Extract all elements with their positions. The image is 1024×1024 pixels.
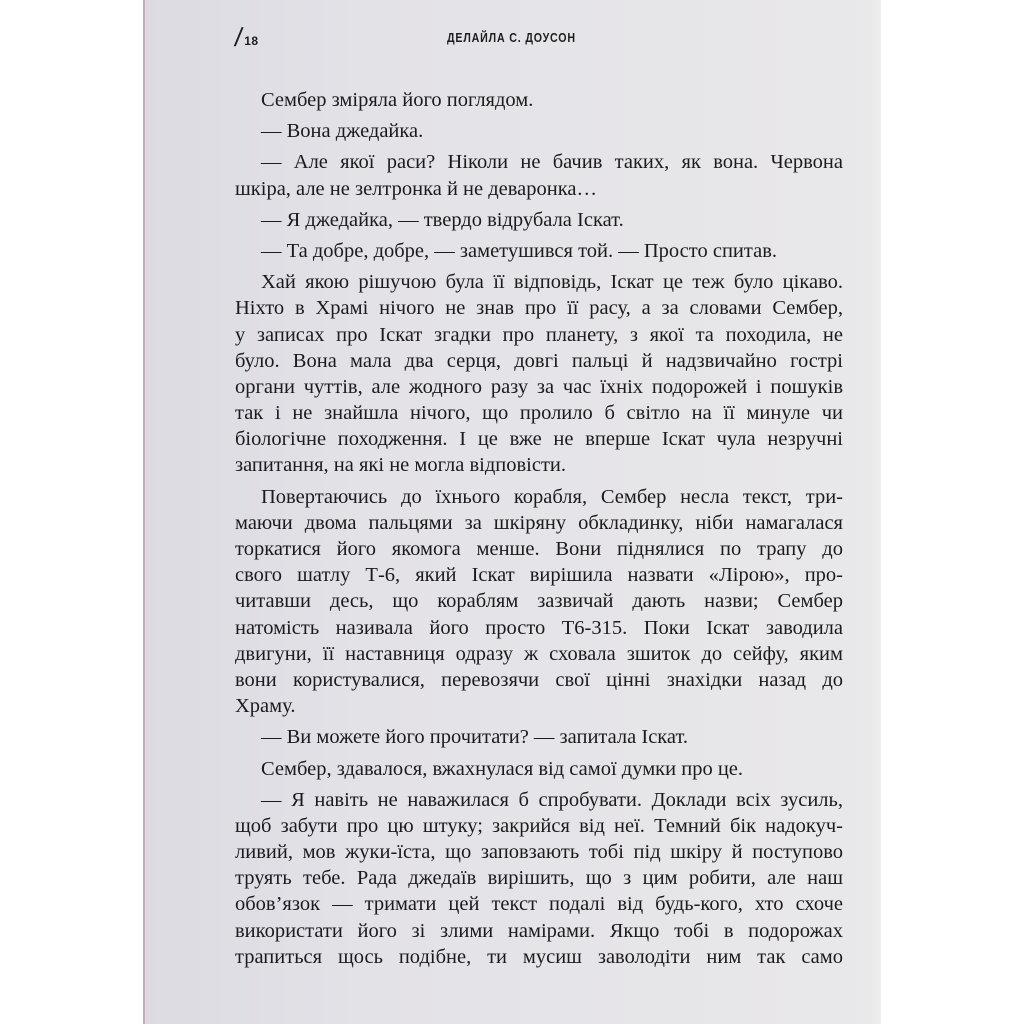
text-line: було. Вона мала два серця, довгі пальці й надзвичайно гострі	[235, 349, 843, 372]
text-line: біологічне походження. І це вже не вперше Іскат чула незручні	[235, 428, 843, 451]
running-head-author: ДЕЛАЙЛА С. ДОУСОН	[447, 30, 576, 45]
text-line: — Я джедайка, — твердо відрубала Іскат.	[261, 208, 624, 231]
text-line: маючи двома пальцями за шкіряну обкладинку, ніби намагалася	[235, 511, 843, 534]
folio-slash: /	[232, 22, 245, 52]
text-line: читавши десь, що кораблям зазвичай дають назви; Сембер	[235, 590, 843, 613]
page-header	[232, 22, 881, 54]
text-line: ливий, мов жуки-їста, що заповзають тобі під шкіру й поступово	[235, 841, 843, 864]
text-line: обов’язок — тримати цей текст подалі від будь-кого, хто схоче	[235, 893, 843, 916]
text-line: — Але якої раси? Ніколи не бачив таких, як вона. Червона	[261, 151, 843, 174]
text-line: Храму.	[235, 695, 296, 718]
text-line: Сембер, здавалося, вжахнулася від самої думки про це.	[261, 757, 744, 780]
text-line: трапиться щось подібне, ти мусиш заволодіти ним так само	[235, 945, 843, 968]
text-line: щоб забути про цю штуку; закрийся від неї. Темний бік надокуч-	[235, 814, 843, 837]
text-line: органи чуттів, але жодного разу за час їхніх подорожей і пошуків	[235, 375, 843, 398]
text-line: у записах про Іскат згадки про планету, з якої та походила, не	[235, 323, 843, 346]
book-page	[143, 0, 881, 1024]
page-number: 18	[244, 34, 259, 48]
text-line: — Я навіть не наважилася б спробувати. Доклади всіх зусиль,	[261, 788, 843, 811]
text-line: Сембер зміряла його поглядом.	[261, 89, 534, 111]
page-folio	[232, 22, 259, 52]
text-line: Ніхто в Храмі нічого не знав про її расу, а за словами Сембер,	[235, 297, 843, 320]
text-line: Повертаючись до їхнього корабля, Сембер несла текст, три-	[261, 485, 843, 508]
text-line: запитання, на які не могла відповісти.	[235, 454, 566, 477]
text-line: — Та добре, добре, — заметушився той. — Просто спитав.	[261, 239, 777, 262]
text-line: вони користувалися, перевозячи свої цінні знахідки назад до	[235, 668, 843, 691]
text-line: Хай якою рішучою була її відповідь, Іскат це теж було цікаво.	[261, 271, 843, 294]
text-line: двигуни, її наставниця одразу ж сховала зшиток до сейфу, яким	[235, 642, 843, 665]
text-line: натомість називала його просто Т6-315. Поки Іскат заводила	[235, 616, 843, 639]
text-line: так і не знайшла нічого, що пролило б світло на її минуле чи	[235, 402, 843, 425]
text-line: шкіра, але не зелтронка й не деваронка…	[235, 177, 597, 200]
text-line: свого шатлу Т-6, який Іскат вирішила назвати «Лірою», про-	[235, 564, 843, 587]
body-text	[235, 87, 843, 970]
text-line: використати його зі злими намірами. Якщо тобі в подорожах	[235, 919, 843, 942]
text-line: — Ви можете його прочитати? — запитала Іскат.	[261, 726, 689, 749]
text-line: труять тебе. Рада джедаїв вирішить, що з цим робити, але наш	[235, 867, 843, 890]
text-line: торкатися його якомога менше. Вони піднялися по трапу до	[235, 538, 843, 560]
text-line: — Вона джедайка.	[261, 120, 424, 143]
